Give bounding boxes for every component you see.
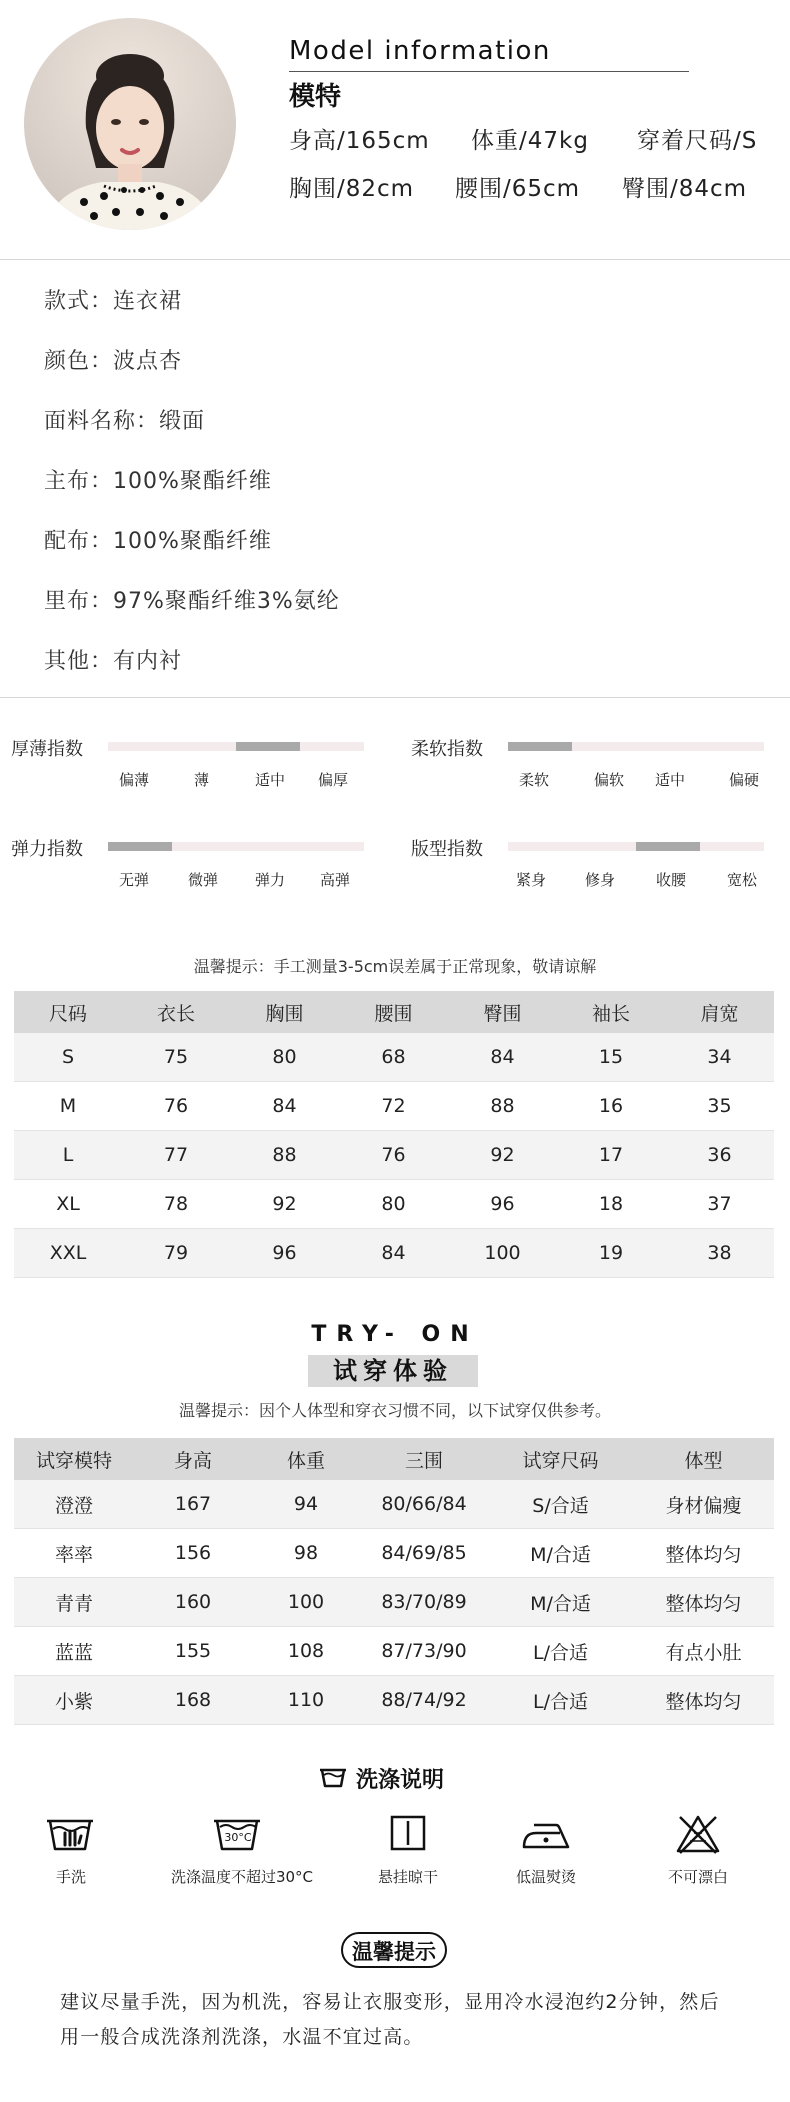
- tryon-cell: 有点小肚: [633, 1627, 774, 1676]
- tryon-cell: 84/69/85: [360, 1529, 488, 1578]
- tryon-header-cell: 试穿模特: [14, 1438, 134, 1480]
- size-cell: 92: [448, 1131, 557, 1180]
- model-photo: [24, 18, 236, 230]
- tryon-cell: S/合适: [488, 1480, 633, 1529]
- spec-fabric: 面料名称：缎面: [44, 409, 206, 434]
- size-header-cell: 袖长: [557, 991, 665, 1033]
- softness-index-marker: [508, 742, 572, 751]
- size-cell: 76: [339, 1131, 448, 1180]
- care-label: 不可漂白: [667, 1868, 728, 1886]
- size-cell: 35: [665, 1082, 774, 1131]
- warm-tip-line-2: 用一般合成洗涤剂洗涤，水温不宜过高。: [60, 2026, 424, 2048]
- size-cell: XL: [14, 1180, 122, 1229]
- size-measure-tip: 温馨提示：手工测量3-5cm误差属于正常现象，敬请谅解: [193, 957, 597, 976]
- size-cell: 37: [665, 1180, 774, 1229]
- warm-tip-title: 温馨提示: [341, 1932, 447, 1968]
- tryon-header-cell: 三围: [360, 1438, 488, 1480]
- tryon-cell: 80/66/84: [360, 1480, 488, 1529]
- size-cell: 72: [339, 1082, 448, 1131]
- softness-index-track: [508, 742, 764, 751]
- tryon-cell: L/合适: [488, 1676, 633, 1725]
- elasticity-index-label: 弹力指数: [11, 839, 83, 860]
- index-tick: 弹力: [255, 871, 286, 889]
- tryon-table: [14, 1438, 774, 1725]
- index-tick: 收腰: [656, 871, 687, 889]
- model-hip: 臀围/84cm: [622, 176, 748, 202]
- no-bleach-icon: [668, 1811, 728, 1857]
- tryon-header-cell: 试穿尺码: [488, 1438, 633, 1480]
- spec-main-cloth: 主布：100%聚酯纤维: [44, 469, 272, 494]
- care-title: 洗涤说明: [356, 1768, 445, 1793]
- spec-lining: 里布：97%聚酯纤维3%氨纶: [44, 589, 340, 614]
- tryon-cell: 155: [134, 1627, 252, 1676]
- warm-tip-line-1: 建议尽量手洗，因为机洗，容易让衣服变形，显用冷水浸泡约2分钟，然后: [60, 1991, 720, 2013]
- size-cell: 92: [230, 1180, 339, 1229]
- size-cell: S: [14, 1033, 122, 1082]
- low-iron-icon: [516, 1811, 576, 1857]
- size-cell: 84: [230, 1082, 339, 1131]
- model-weight: 体重/47kg: [471, 128, 589, 154]
- model-bust: 胸围/82cm: [289, 176, 415, 202]
- tryon-cell: 83/70/89: [360, 1578, 488, 1627]
- table-row: [14, 1480, 774, 1529]
- divider: [0, 697, 790, 698]
- table-row: [14, 1627, 774, 1676]
- tryon-cell: 98: [252, 1529, 360, 1578]
- size-cell: M: [14, 1082, 122, 1131]
- tryon-cell: 156: [134, 1529, 252, 1578]
- softness-index-label: 柔软指数: [411, 739, 483, 760]
- care-label: 手洗: [55, 1868, 86, 1886]
- size-cell: 19: [557, 1229, 665, 1278]
- tryon-cell: 率率: [14, 1529, 134, 1578]
- spec-trim-cloth: 配布：100%聚酯纤维: [44, 529, 272, 554]
- size-table-header: [14, 991, 774, 1033]
- size-cell: 88: [448, 1082, 557, 1131]
- thickness-index-label: 厚薄指数: [11, 739, 83, 760]
- tryon-cell: 青青: [14, 1578, 134, 1627]
- basin-icon: [318, 1766, 348, 1790]
- tryon-cell: 小紫: [14, 1676, 134, 1725]
- table-row: [14, 1676, 774, 1725]
- size-cell: 77: [122, 1131, 230, 1180]
- size-table: [14, 991, 774, 1278]
- tryon-cn-title: 试穿体验: [308, 1355, 478, 1387]
- fit-index-track: [508, 842, 764, 851]
- size-header-cell: 肩宽: [665, 991, 774, 1033]
- table-row: [14, 1180, 774, 1229]
- size-cell: 96: [448, 1180, 557, 1229]
- tryon-cell: 100: [252, 1578, 360, 1627]
- tryon-cell: 167: [134, 1480, 252, 1529]
- model-info-cn-title: 模特: [289, 82, 342, 112]
- tryon-cell: 身材偏瘦: [633, 1480, 774, 1529]
- spec-style: 款式：连衣裙: [44, 289, 183, 314]
- size-cell: 34: [665, 1033, 774, 1082]
- spec-color: 颜色：波点杏: [44, 349, 183, 374]
- size-cell: 80: [339, 1180, 448, 1229]
- tryon-cell: L/合适: [488, 1627, 633, 1676]
- elasticity-index-marker: [108, 842, 172, 851]
- model-waist: 腰围/65cm: [455, 176, 581, 202]
- size-cell: 88: [230, 1131, 339, 1180]
- table-row: [14, 1082, 774, 1131]
- fit-index-label: 版型指数: [411, 839, 483, 860]
- size-cell: 17: [557, 1131, 665, 1180]
- size-cell: 76: [122, 1082, 230, 1131]
- tryon-cell: 94: [252, 1480, 360, 1529]
- tryon-cell: 整体均匀: [633, 1578, 774, 1627]
- index-tick: 紧身: [516, 871, 547, 889]
- index-tick: 偏软: [594, 771, 625, 789]
- fit-index-marker: [636, 842, 700, 851]
- index-tick: 柔软: [519, 771, 550, 789]
- index-tick: 偏硬: [729, 771, 760, 789]
- tryon-header-cell: 体重: [252, 1438, 360, 1480]
- tryon-cell: M/合适: [488, 1578, 633, 1627]
- tryon-cell: M/合适: [488, 1529, 633, 1578]
- size-cell: 16: [557, 1082, 665, 1131]
- index-tick: 宽松: [727, 871, 758, 889]
- size-cell: 84: [339, 1229, 448, 1278]
- index-tick: 修身: [585, 871, 616, 889]
- wash-temp-text: 30°C: [224, 1831, 252, 1844]
- tryon-cell: 88/74/92: [360, 1676, 488, 1725]
- size-header-cell: 臀围: [448, 991, 557, 1033]
- hand-wash-icon: [41, 1811, 101, 1857]
- size-header-cell: 衣长: [122, 991, 230, 1033]
- tryon-cell: 110: [252, 1676, 360, 1725]
- size-cell: 75: [122, 1033, 230, 1082]
- index-tick: 偏薄: [119, 771, 150, 789]
- model-info-title: Model information: [289, 36, 551, 66]
- size-cell: XXL: [14, 1229, 122, 1278]
- spec-other: 其他：有内衬: [44, 649, 183, 674]
- tryon-cell: 168: [134, 1676, 252, 1725]
- tryon-cell: 澄澄: [14, 1480, 134, 1529]
- size-cell: 18: [557, 1180, 665, 1229]
- index-tick: 高弹: [320, 871, 351, 889]
- size-cell: 36: [665, 1131, 774, 1180]
- divider: [0, 259, 790, 260]
- size-cell: 100: [448, 1229, 557, 1278]
- care-label: 低温熨烫: [515, 1868, 576, 1886]
- index-tick: 适中: [255, 771, 286, 789]
- size-cell: 38: [665, 1229, 774, 1278]
- title-underline: [289, 71, 689, 72]
- index-tick: 微弹: [188, 871, 219, 889]
- tryon-tip: 温馨提示：因个人体型和穿衣习惯不同，以下试穿仅供参考。: [178, 1401, 611, 1420]
- tryon-table-header: [14, 1438, 774, 1480]
- care-label: 洗涤温度不超过30°C: [170, 1868, 314, 1886]
- index-tick: 薄: [194, 771, 210, 789]
- tryon-cell: 整体均匀: [633, 1676, 774, 1725]
- size-cell: 96: [230, 1229, 339, 1278]
- table-row: [14, 1131, 774, 1180]
- size-header-cell: 尺码: [14, 991, 122, 1033]
- size-cell: 68: [339, 1033, 448, 1082]
- elasticity-index-track: [108, 842, 364, 851]
- wash-30c-icon: [208, 1811, 268, 1857]
- index-tick: 适中: [655, 771, 686, 789]
- tryon-cell: 87/73/90: [360, 1627, 488, 1676]
- size-cell: 80: [230, 1033, 339, 1082]
- tryon-cell: 蓝蓝: [14, 1627, 134, 1676]
- size-header-cell: 腰围: [339, 991, 448, 1033]
- hang-dry-icon: [378, 1811, 438, 1857]
- model-height: 身高/165cm: [289, 128, 430, 154]
- size-cell: L: [14, 1131, 122, 1180]
- size-cell: 84: [448, 1033, 557, 1082]
- table-row: [14, 1229, 774, 1278]
- size-header-cell: 胸围: [230, 991, 339, 1033]
- index-tick: 无弹: [119, 871, 150, 889]
- tryon-title: TRY- ON: [311, 1322, 479, 1347]
- index-tick: 偏厚: [318, 771, 349, 789]
- size-cell: 15: [557, 1033, 665, 1082]
- table-row: [14, 1578, 774, 1627]
- tryon-cell: 108: [252, 1627, 360, 1676]
- size-cell: 78: [122, 1180, 230, 1229]
- care-label: 悬挂晾干: [377, 1868, 438, 1886]
- tryon-cell: 160: [134, 1578, 252, 1627]
- tryon-cell: 整体均匀: [633, 1529, 774, 1578]
- tryon-header-cell: 体型: [633, 1438, 774, 1480]
- table-row: [14, 1033, 774, 1082]
- model-size: 穿着尺码/S: [637, 128, 758, 154]
- size-cell: 79: [122, 1229, 230, 1278]
- tryon-header-cell: 身高: [134, 1438, 252, 1480]
- thickness-index-marker: [236, 742, 300, 751]
- table-row: [14, 1529, 774, 1578]
- thickness-index-track: [108, 742, 364, 751]
